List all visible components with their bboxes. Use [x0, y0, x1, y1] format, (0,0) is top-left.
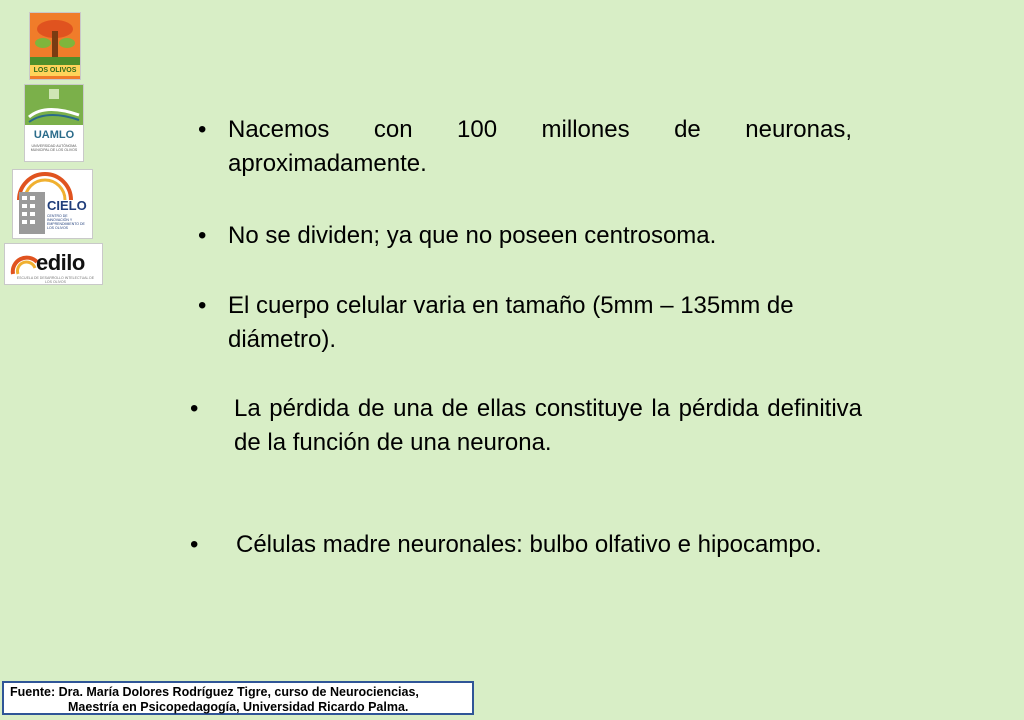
wave-icon — [25, 85, 83, 125]
cielo-name: CIELO — [47, 198, 87, 213]
bullet-item — [198, 289, 798, 357]
uamlo-logo — [24, 84, 84, 162]
bullet-item — [198, 219, 868, 253]
uamlo-name: UAMLO — [33, 129, 75, 141]
bullet-item — [190, 528, 864, 562]
bullet-item — [198, 113, 852, 181]
cielo-subtitle: CENTRO DE INNOVACIÓN Y EMPRENDIMIENTO DE LOS OLIVOS — [47, 214, 85, 230]
edilo-subtitle: ESCUELA DE DESARROLLO INTELECTUAL DE LOS OLIVOS — [16, 276, 95, 284]
footer-line-2: Maestría en Psicopedagogía, Universidad Ricardo Palma. — [68, 700, 409, 714]
bullet-text: La pérdida de una de ellas constituye la pérdida definitiva de la función de una neurona. — [234, 395, 862, 456]
bullet-marker: • — [198, 222, 207, 249]
bullet-text: Nacemos con 100 millones de neuronas, aproximadamente. — [228, 116, 852, 177]
source-footer — [2, 681, 474, 715]
bullet-text: El cuerpo celular varia en tamaño (5mm – 135mm de diámetro). — [228, 292, 794, 353]
tree-icon — [30, 13, 80, 65]
uamlo-subtitle: UNIVERSIDAD AUTÓNOMA MUNICIPAL DE LOS OLIVOS — [30, 144, 78, 152]
cielo-logo — [12, 169, 93, 239]
los-olivos-label: LOS OLIVOS — [30, 65, 80, 76]
edilo-name: edilo — [36, 250, 85, 275]
los-olivos-logo — [29, 12, 81, 80]
footer-line-1: Fuente: Dra. María Dolores Rodríguez Tigre, curso de Neurociencias, — [10, 685, 419, 699]
bullet-marker: • — [198, 116, 207, 143]
bullet-marker: • — [198, 292, 207, 319]
edilo-logo — [4, 243, 103, 285]
bullet-item — [190, 392, 862, 460]
uamlo-emblem — [25, 85, 83, 125]
arc-icon — [9, 248, 39, 278]
bullet-marker: • — [190, 531, 199, 558]
bullet-text: No se dividen; ya que no poseen centrosoma. — [228, 222, 717, 249]
bullet-text: Células madre neuronales: bulbo olfativo e hipocampo. — [236, 531, 822, 558]
bullet-marker: • — [190, 395, 199, 422]
